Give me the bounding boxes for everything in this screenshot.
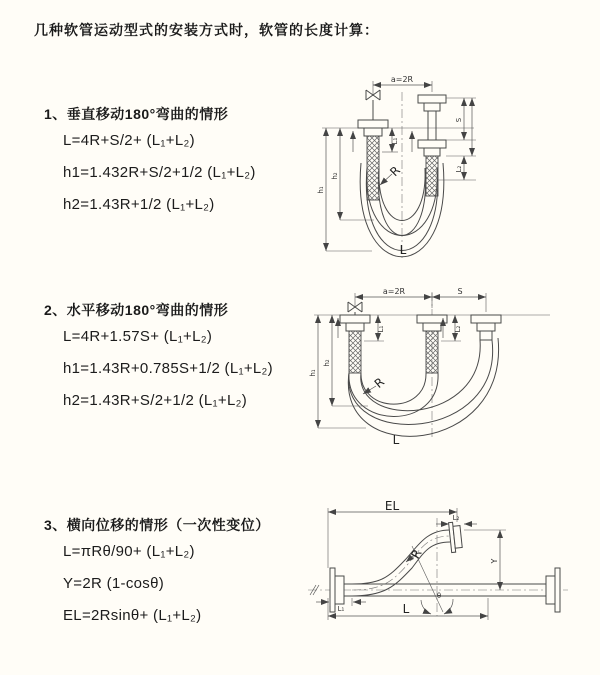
dim-label: S <box>457 287 463 296</box>
dim-label: θ <box>436 592 442 600</box>
dim-a2r <box>373 75 432 96</box>
dim-label: Y <box>490 558 499 564</box>
right-pipe-assembly <box>418 95 446 196</box>
radius-label <box>406 547 425 562</box>
dim-label-L: L <box>392 433 400 447</box>
dim-label: R <box>387 163 404 180</box>
dim-y <box>464 530 506 590</box>
hose-displaced-position <box>352 530 450 596</box>
braided-hose <box>349 331 361 373</box>
dim-label: L₂ <box>452 514 460 522</box>
section-1-heading: 1、垂直移动180°弯曲的情形 <box>44 106 229 122</box>
dim-s <box>446 98 476 156</box>
section-3-heading: 3、横向位移的情形（一次性变位） <box>44 517 270 533</box>
formula-line: h2=1.43R+S/2+1/2 (L₁+L₂) <box>63 392 248 409</box>
left-pipe-assembly <box>358 90 388 200</box>
formula-line: Y=2R (1-cosθ) <box>63 575 165 592</box>
dim-a2r <box>355 287 432 308</box>
dim-label: h₁ <box>309 369 317 377</box>
dim-label: a=2R <box>390 75 414 84</box>
diagram-vertical-180-bend <box>312 68 598 263</box>
formula-line: h1=1.432R+S/2+1/2 (L₁+L₂) <box>63 164 256 181</box>
dim-label-L: L <box>399 243 407 257</box>
dim-h1 <box>317 128 372 251</box>
dim-label: h₂ <box>323 359 331 367</box>
braided-hose <box>367 136 379 200</box>
formula-line: L=πRθ/90+ (L₁+L₂) <box>63 543 195 560</box>
dim-l2 <box>436 514 477 524</box>
formula-line: L=4R+1.57S+ (L₁+L₂) <box>63 328 213 345</box>
dim-label: L₂ <box>455 165 463 173</box>
dim-label: h₂ <box>331 172 339 180</box>
radius-label <box>380 163 403 185</box>
right-flange-lower <box>546 568 560 612</box>
dim-label: R <box>371 374 388 391</box>
formula-line: h1=1.43R+0.785S+1/2 (L₁+L₂) <box>63 360 273 377</box>
dim-label: S <box>455 117 463 123</box>
page-title: 几种软管运动型式的安装方式时，软管的长度计算： <box>34 22 379 38</box>
dim-s <box>432 287 486 312</box>
dim-label: h₁ <box>317 186 325 194</box>
dim-label: L₁ <box>377 325 385 333</box>
section-2-heading: 2、水平移动180°弯曲的情形 <box>44 302 229 318</box>
braided-hose <box>426 331 438 373</box>
left-pipe-assembly <box>340 302 370 373</box>
formula-line: EL=2Rsinθ+ (L₁+L₂) <box>63 607 202 624</box>
dim-label: R <box>408 546 425 562</box>
dim-label: L₁ <box>391 137 399 145</box>
middle-pipe-assembly <box>417 315 447 373</box>
diagram-lateral-displacement <box>300 498 600 653</box>
right-flange-upper <box>449 522 463 553</box>
dim-l1 <box>382 128 399 152</box>
dim-label: L₁ <box>337 605 345 613</box>
formula-line: L=4R+S/2+ (L₁+L₂) <box>63 132 195 149</box>
dim-label: EL <box>384 499 400 513</box>
right-pipe-assembly <box>471 315 501 340</box>
formula-line: h2=1.43R+1/2 (L₁+L₂) <box>63 196 215 213</box>
diagram-horizontal-180-bend <box>308 278 600 453</box>
hose-curves <box>348 338 498 436</box>
dim-label: L₂ <box>454 325 462 333</box>
dim-el <box>328 499 457 568</box>
braided-hose <box>426 156 438 196</box>
dim-label: a=2R <box>382 287 406 296</box>
dim-label: L <box>402 602 410 616</box>
